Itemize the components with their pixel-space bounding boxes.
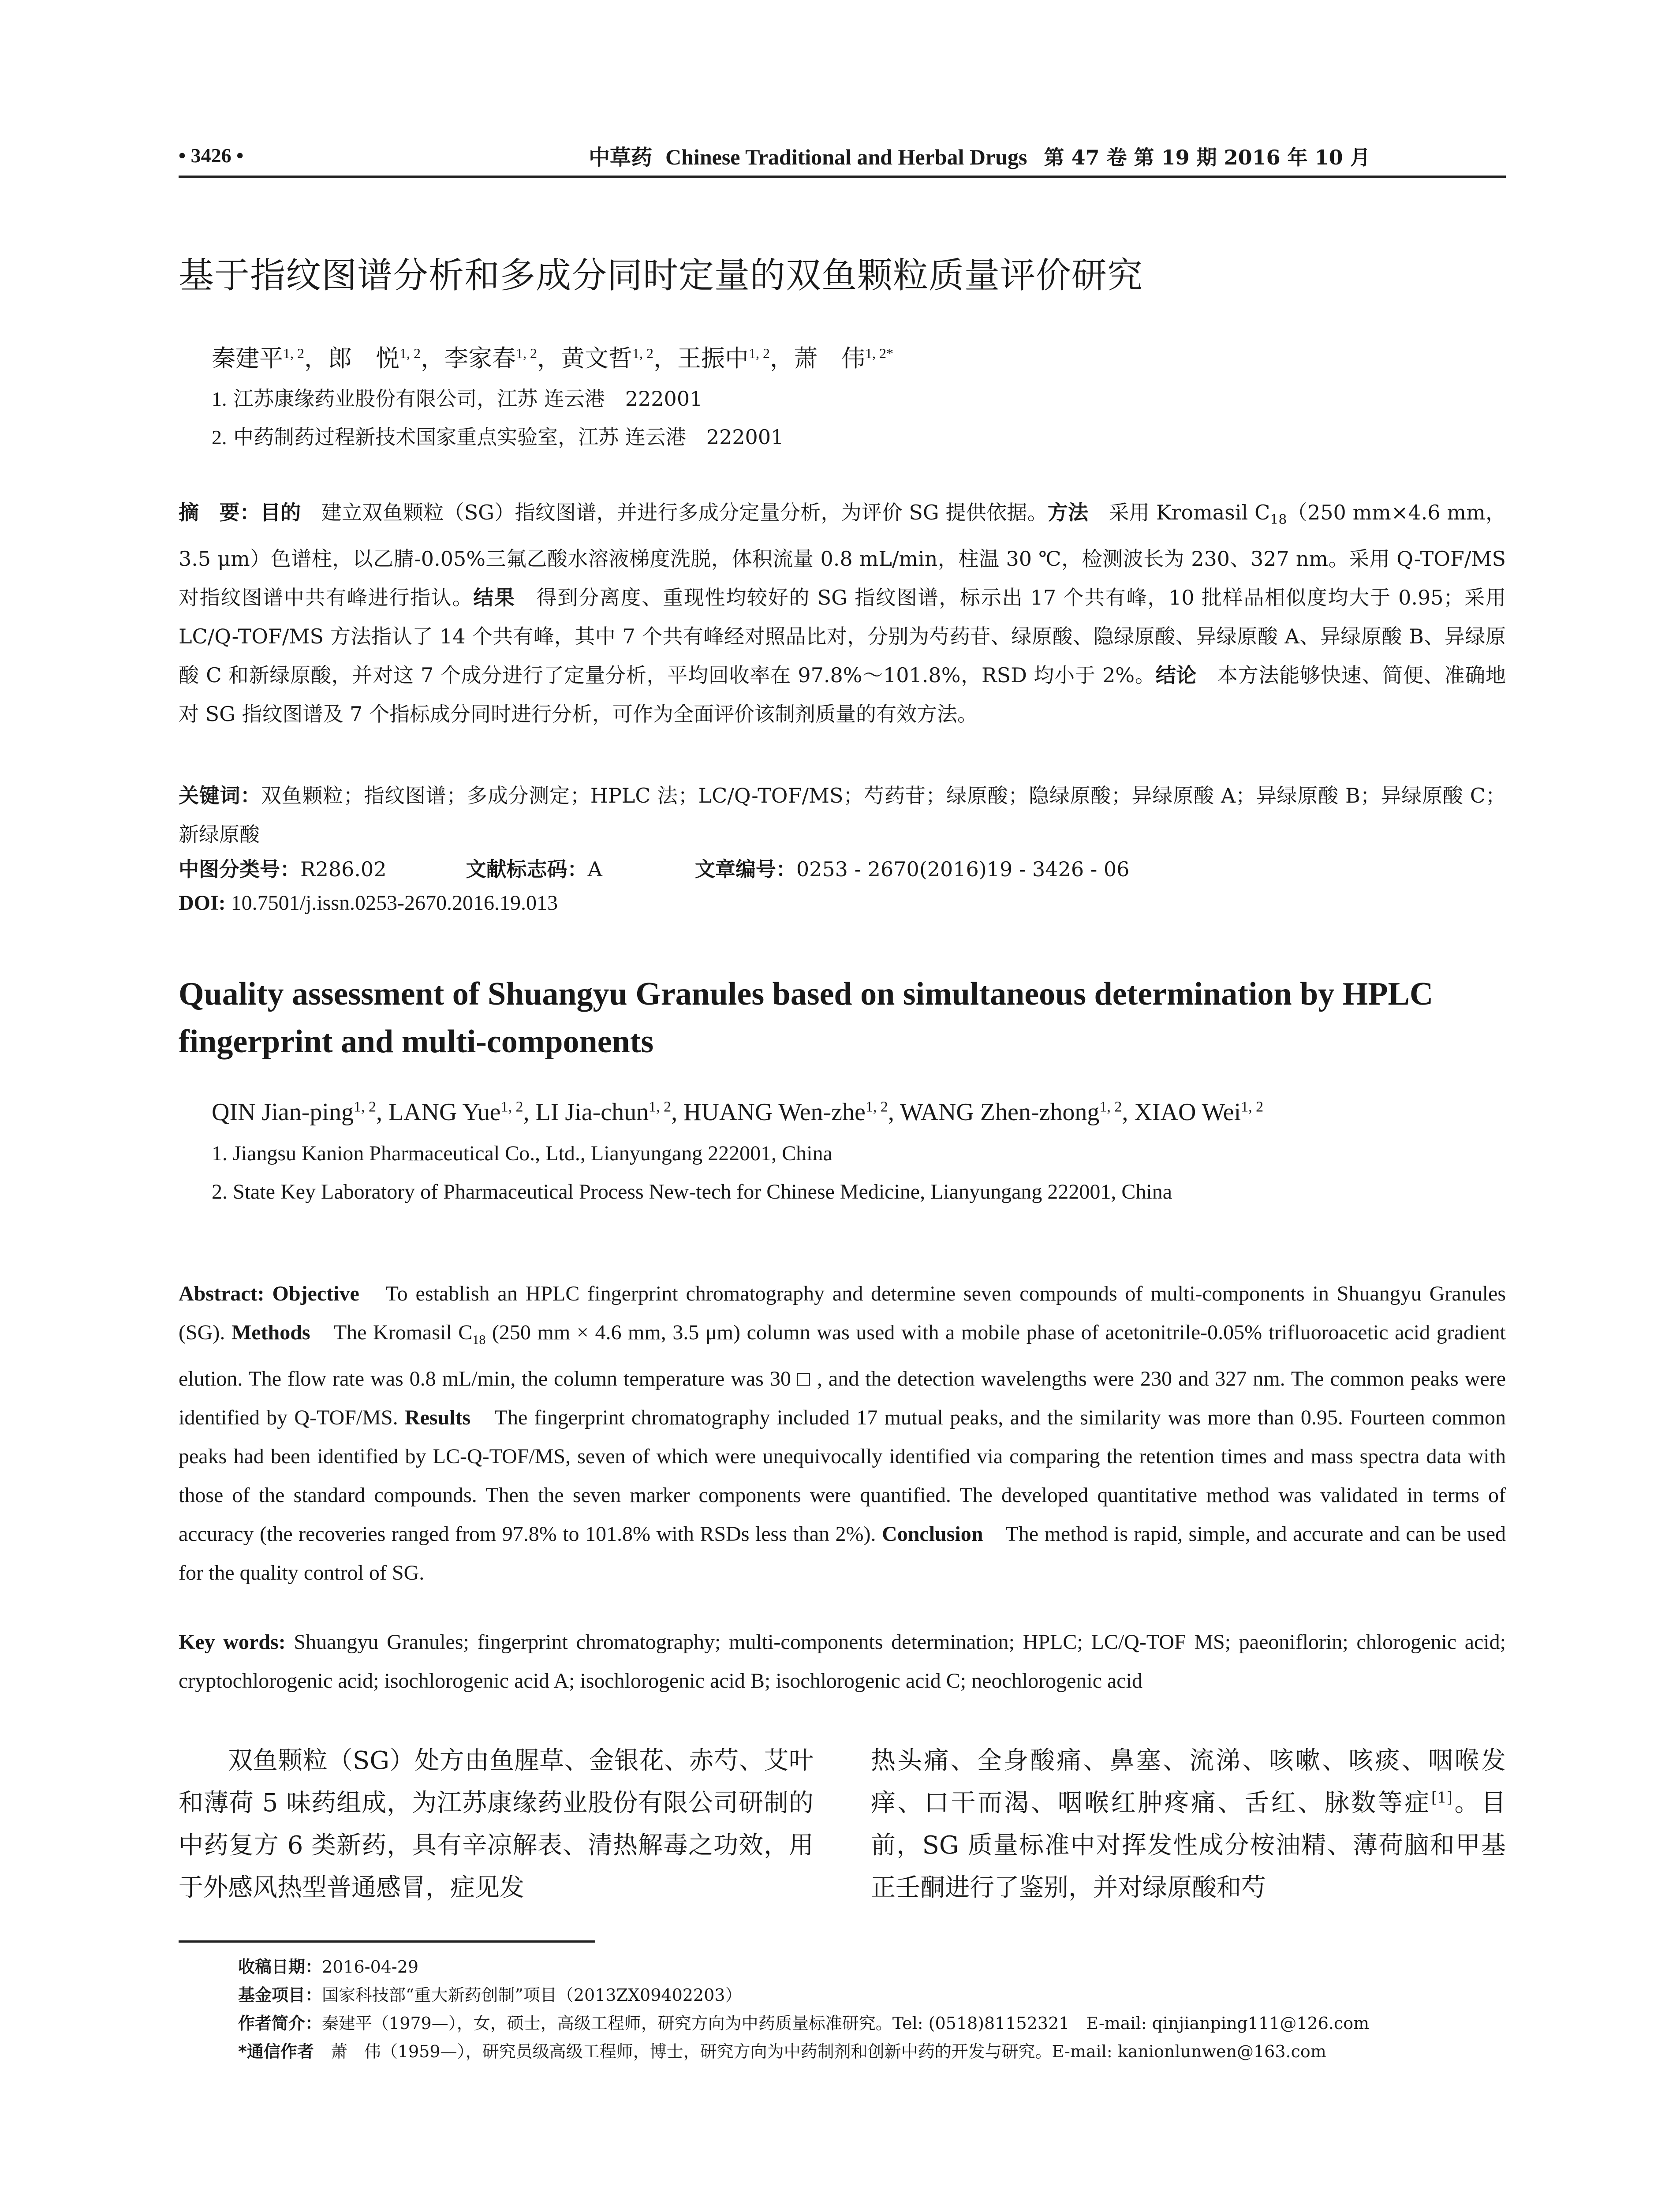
clc-label: 中图分类号：	[179, 857, 300, 881]
conclusion-cn-text: 本方法能够快速、简便、准确地对 SG 指纹图谱及 7 个指标成分同时进行分析，可作为全面评价该制剂质量的有效方法。	[179, 663, 1506, 726]
en-author-name: LI Jia-chun	[535, 1099, 649, 1126]
en-author-separator: ,	[1122, 1099, 1135, 1126]
affiliation-en-2: 2. State Key Laboratory of Pharmaceutical Process New-tech for Chinese Medicine, Lianyungang 222001, China	[212, 1180, 1172, 1203]
running-header	[179, 140, 1506, 176]
keywords-en-label: Key words:	[179, 1630, 286, 1654]
en-author-affil-sup: 1, 2	[1241, 1099, 1264, 1115]
en-author-affil-sup: 1, 2	[865, 1099, 888, 1115]
methods-en-label: Methods	[231, 1321, 310, 1344]
en-author-name: QIN Jian-ping	[212, 1099, 354, 1126]
footnote-rule	[179, 1940, 595, 1943]
authors-en	[212, 1098, 1263, 1126]
journal-name-cn: 中草药	[589, 145, 653, 170]
results-cn-text: 得到分离度、重现性均较好的 SG 指纹图谱，标示出 17 个共有峰，10 批样品相似度均大于 0.95；采用 LC/Q-TOF/MS 方法指认了 14 个共有峰，其中 7 个共有峰经对照品比对，分别为芍药苷、绿原酸、隐绿原酸、异绿原酸 A、异绿原酸 B、异绿原酸 C 和新绿原酸，并对这 7 个成分进行了定量分析，平均回收率在 97.8%～101.8%，RSD 均小于 2%。	[179, 586, 1506, 688]
abstract-en	[179, 1274, 1506, 1592]
abstract-cn-label: 摘 要：	[179, 501, 261, 524]
body-right-text-a: 热头痛、全身酸痛、鼻塞、流涕、咳嗽、咳痰、咽喉发痒、口干而渴、咽喉红肿疼痛、舌红、脉数等症	[871, 1746, 1506, 1817]
body-column-left: 双鱼颗粒（SG）处方由鱼腥草、金银花、赤芍、艾叶和薄荷 5 味药组成，为江苏康缘药业股份有限公司研制的中药复方 6 类新药，具有辛凉解表、清热解毒之功效，用于外感风热型普通感冒，症见发	[179, 1746, 814, 1902]
keywords-cn-label: 关键词：	[179, 784, 261, 807]
doc-code-value: A	[587, 857, 602, 881]
en-author-name: WANG Zhen-zhong	[900, 1099, 1100, 1126]
objective-cn-label: 目的	[260, 501, 301, 524]
methods-cn-text-a: 采用 Kromasil C	[1088, 501, 1270, 524]
cn-author-name: 王振中	[677, 344, 749, 372]
cn-author-affil-sup: 1, 2	[399, 345, 421, 361]
en-author-separator: ,	[671, 1099, 684, 1126]
cn-author-separator: ，	[770, 344, 794, 372]
cn-author-affil-sup: 1, 2	[283, 345, 304, 361]
clc-value: R286.02	[300, 857, 387, 881]
affiliation-cn-1: 1. 江苏康缘药业股份有限公司，江苏 连云港 222001	[212, 387, 703, 411]
en-author-affil-sup: 1, 2	[500, 1099, 523, 1115]
doi-line	[179, 891, 558, 915]
footnote-received: 收稿日期：2016-04-29	[238, 1957, 419, 1977]
footnotes	[238, 1953, 1517, 2066]
authors-cn	[212, 340, 893, 374]
objective-en-text: To establish an HPLC fingerprint chromatography and determine seven compounds of multi-components in Shuangyu Granules (SG).	[179, 1282, 1506, 1344]
doc-code-label: 文献标志码：	[466, 857, 588, 881]
cn-author-name: 萧 伟	[794, 344, 865, 372]
conclusion-en-label: Conclusion	[882, 1522, 983, 1546]
title-en: Quality assessment of Shuangyu Granules based on simultaneous determination by HPLC fingerprint and multi-components	[179, 976, 1434, 1060]
methods-en-text-b: (250 mm × 4.6 mm, 3.5 μm) column was used with a mobile phase of acetonitrile-0.05% trifluoroacetic acid gradient elution. The flow rate was 0.8 mL/min, the column temperature was 30 □ , and the detection wavelengths were 230 and 327 nm. The common peaks were identified by Q-TOF/MS.	[179, 1321, 1506, 1429]
en-author-name: LANG Yue	[388, 1099, 501, 1126]
page-number: • 3426 •	[179, 144, 244, 167]
footnote-corresponding: *通信作者 萧 伟（1959—），研究员级高级工程师，博士，研究方向为中药制剂和创新中药的开发与研究。E-mail: kanionlunwen@163.com	[238, 2042, 1326, 2061]
conclusion-cn-label: 结论	[1155, 663, 1197, 688]
keywords-cn-text: 双鱼颗粒；指纹图谱；多成分测定；HPLC 法；LC/Q-TOF/MS；芍药苷；绿原酸；隐绿原酸；异绿原酸 A；异绿原酸 B；异绿原酸 C；新绿原酸	[179, 784, 1506, 846]
methods-cn-text-b: （250 mm×4.6 mm，3.5 μm）色谱柱，以乙腈-0.05%三氟乙酸水溶液梯度洗脱，体积流量 0.8 mL/min，柱温 30 ℃，检测波长为 230、327 nm。采用 Q-TOF/MS 对指纹图谱中共有峰进行指认。	[179, 501, 1506, 610]
cn-author-affil-sup: 1, 2*	[865, 345, 893, 361]
article-number-label: 文章编号：	[694, 857, 796, 881]
objective-cn-text: 建立双鱼颗粒（SG）指纹图谱，并进行多成分定量分析，为评价 SG 提供依据。	[301, 501, 1048, 524]
cn-author-separator: ，	[421, 344, 444, 372]
keywords-cn	[179, 776, 1506, 854]
methods-cn-label: 方法	[1047, 501, 1089, 524]
en-author-separator: ,	[888, 1099, 900, 1126]
cn-author-affil-sup: 1, 2	[632, 345, 653, 361]
cn-author-affil-sup: 1, 2	[516, 345, 537, 361]
methods-en-sub: 18	[472, 1332, 486, 1347]
cn-author-separator: ，	[653, 344, 677, 372]
keywords-en-text: Shuangyu Granules; fingerprint chromatography; multi-components determination; HPLC; LC/Q-TOF MS; paeoniflorin; chlorogenic acid; cryptochlorogenic acid; isochlorogenic acid A; isochlorogenic acid B; isochlorogenic acid C; neochlorogenic acid	[179, 1630, 1506, 1693]
body-column-right	[871, 1740, 1506, 1909]
affiliation-en-1: 1. Jiangsu Kanion Pharmaceutical Co., Ltd., Lianyungang 222001, China	[212, 1142, 833, 1165]
conclusion-en-text: The method is rapid, simple, and accurate and can be used for the quality control of SG.	[179, 1522, 1506, 1585]
en-author-separator: ,	[376, 1099, 388, 1126]
en-author-affil-sup: 1, 2	[649, 1099, 672, 1115]
en-author-affil-sup: 1, 2	[353, 1099, 376, 1115]
en-author-name: HUANG Wen-zhe	[683, 1099, 866, 1126]
header-rule	[179, 176, 1506, 178]
cn-author-name: 郎 悦	[328, 344, 399, 372]
results-en-text: The fingerprint chromatography included 17 mutual peaks, and the similarity was more than 0.95. Fourteen common peaks had been identified by LC-Q-TOF/MS, seven of which were unequivocally identified via comparing the retention times and mass spectra data with those of the standard compounds. Then the seven marker components were quantified. The developed quantitative method was validated in terms of accuracy (the recoveries ranged from 97.8% to 101.8% with RSDs less than 2%).	[179, 1405, 1506, 1546]
journal-issue: 第 47 卷 第 19 期 2016 年 10 月	[1044, 146, 1370, 169]
doi-value[interactable]: 10.7501/j.issn.0253-2670.2016.19.013	[231, 891, 558, 915]
cn-author-separator: ，	[304, 344, 328, 372]
journal-name-en: Chinese Traditional and Herbal Drugs	[665, 145, 1027, 169]
footnote-fund: 基金项目：国家科技部“重大新药创制”项目（2013ZX09402203）	[238, 1985, 742, 2005]
cn-author-separator: ，	[537, 344, 561, 372]
cn-author-name: 李家春	[444, 344, 516, 372]
citation-ref[interactable]: [1]	[1431, 1789, 1452, 1807]
doi-label: DOI:	[179, 891, 226, 915]
classification-line	[179, 853, 1129, 882]
abstract-cn	[179, 493, 1506, 733]
en-author-affil-sup: 1, 2	[1099, 1099, 1122, 1115]
article-number-value: 0253 - 2670(2016)19 - 3426 - 06	[796, 857, 1130, 881]
body-right-text-b: 。目前，SG 质量标准中对挥发性成分桉油精、薄荷脑和甲基正壬酮进行了鉴别，并对绿原酸和芍	[871, 1789, 1506, 1902]
cn-author-name: 黄文哲	[561, 344, 632, 372]
results-en-label: Results	[404, 1405, 471, 1429]
objective-en-label: Objective	[272, 1282, 359, 1305]
cn-author-name: 秦建平	[212, 344, 283, 372]
keywords-en	[179, 1623, 1506, 1700]
abstract-en-label: Abstract:	[179, 1282, 265, 1305]
results-cn-label: 结果	[473, 586, 515, 610]
en-author-separator: ,	[523, 1099, 536, 1126]
cn-author-affil-sup: 1, 2	[749, 345, 770, 361]
en-author-name: XIAO Wei	[1134, 1099, 1241, 1126]
affiliation-cn-2: 2. 中药制药过程新技术国家重点实验室，江苏 连云港 222001	[212, 425, 784, 449]
methods-cn-sub: 18	[1270, 512, 1287, 528]
journal-line	[589, 140, 1370, 171]
footnote-author: 作者简介：秦建平（1979—），女，硕士，高级工程师，研究方向为中药质量标准研究。Tel: (0518)81152321 E-mail: qinjianping111@126.com	[238, 2014, 1370, 2033]
title-cn: 基于指纹图谱分析和多成分同时定量的双鱼颗粒质量评价研究	[179, 255, 1143, 296]
methods-en-text-a: The Kromasil C	[310, 1321, 473, 1344]
